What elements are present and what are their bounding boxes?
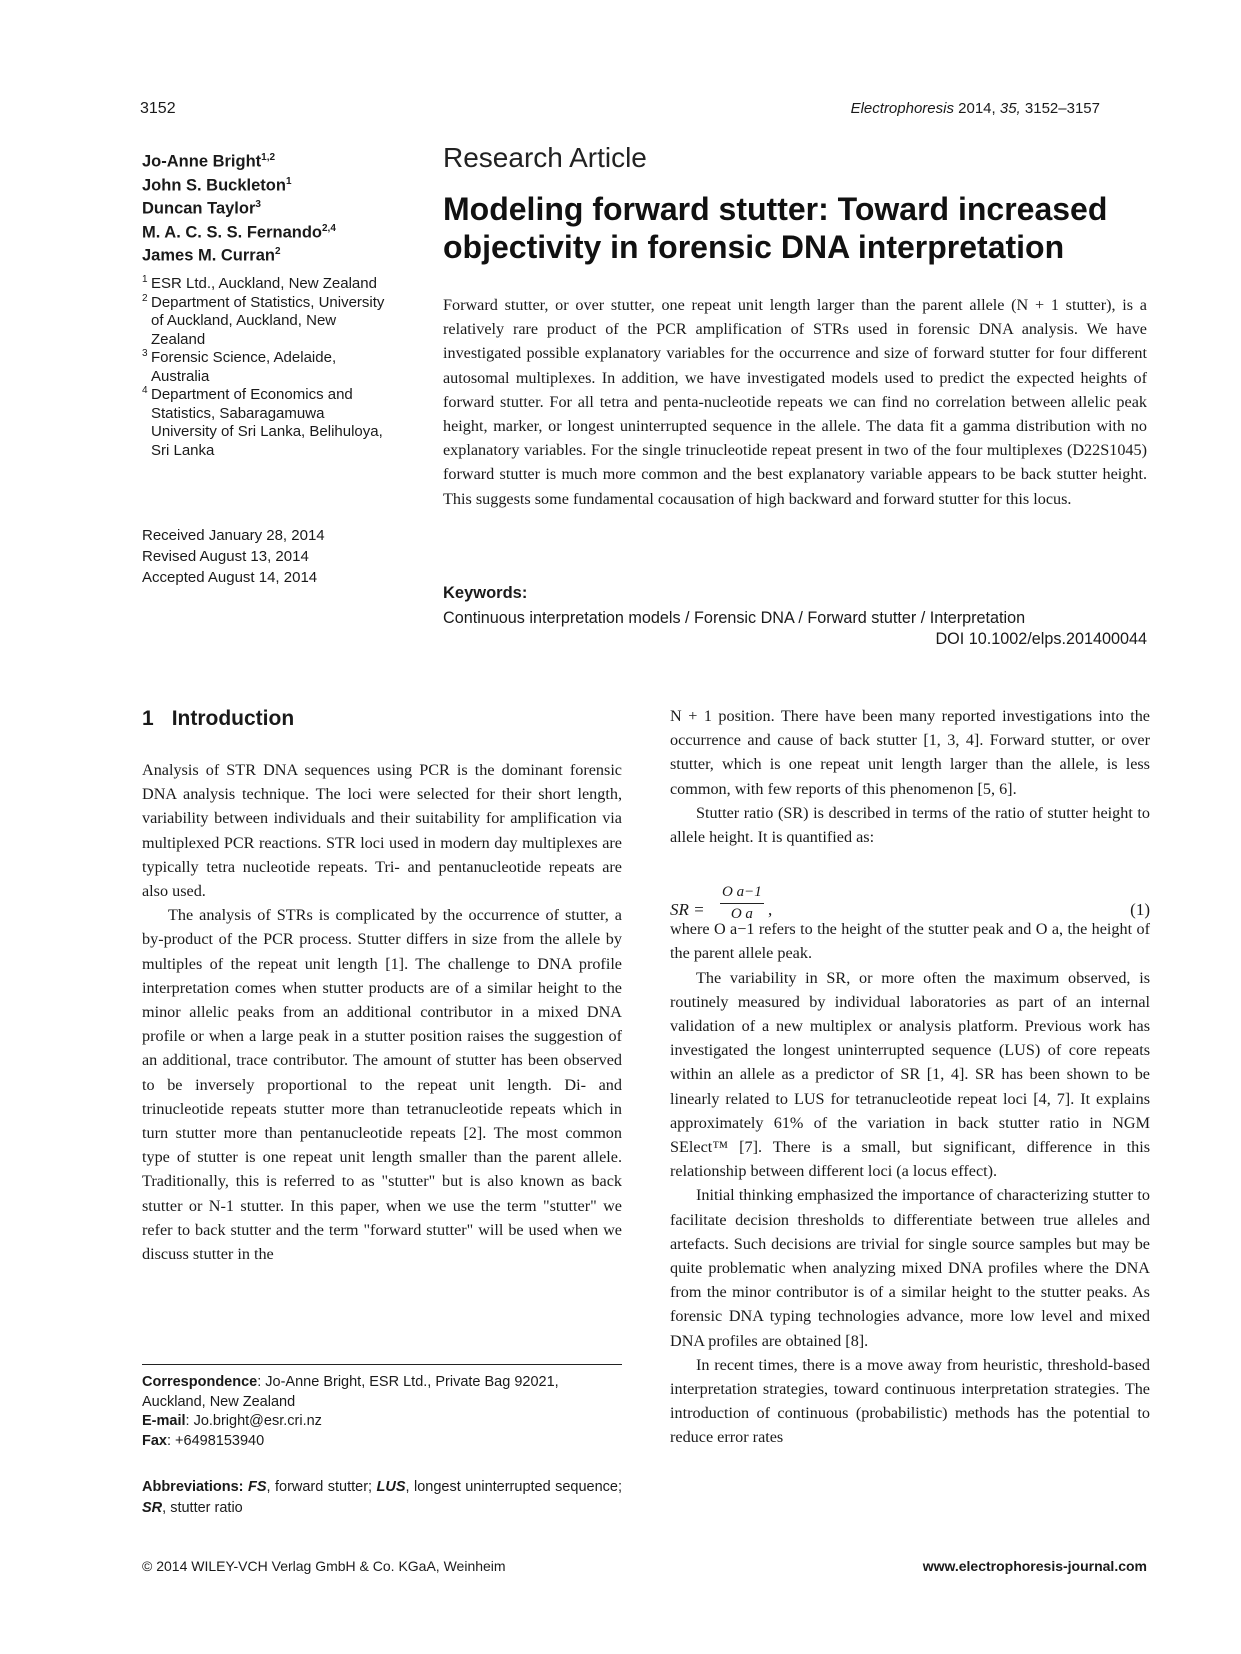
abbreviations <box>142 1477 622 1519</box>
body-column-left <box>142 758 622 1266</box>
paragraph: In recent times, there is a move away from heuristic, threshold-based interpretation strategies, toward continuous interpretation strategies. The introduction of continuous (probabilistic) methods has the potential to reduce error rates <box>670 1355 1150 1447</box>
equation-numerator: O a−1 <box>722 884 762 900</box>
equation-comma: , <box>768 900 773 919</box>
article-title: Modeling forward stutter: Toward increased objectivity in forensic DNA interpretation <box>443 191 1108 265</box>
fax-label: Fax <box>142 1432 167 1449</box>
author-list <box>142 148 336 266</box>
author: John S. Buckleton$^1$ <box>142 175 292 194</box>
keywords-list: Continuous interpretation models / Forensic DNA / Forward stutter / Interpretation <box>443 609 1026 627</box>
abbrev-term: SR <box>142 1500 163 1516</box>
revised-date: Revised August 13, 2014 <box>142 548 309 565</box>
affiliation: 1 ESR Ltd., Auckland, New Zealand <box>142 274 377 292</box>
abbrev-term: LUS <box>376 1479 406 1495</box>
abbrev-definition: , longest uninterrupted sequence; <box>405 1479 623 1495</box>
affiliation-list <box>142 275 392 460</box>
abbrev-definition: , forward stutter; <box>266 1479 373 1495</box>
article-type: Research Article <box>443 142 647 173</box>
equation-denominator: O a <box>730 906 753 922</box>
footnote-rule <box>142 1364 622 1365</box>
email-label: E-mail <box>142 1413 186 1429</box>
paragraph: The analysis of STRs is complicated by the occurrence of stutter, a by-product of the PCR process. Stutter differs in size from the allele by multiples of the repeat unit length [1]. The challenge to DNA profile interpretation comes when stutter products are of a similar height to the minor allelic peaks from an additional contributor in a mixed DNA profile or when a large peak in a stutter position raises the suggestion of an additional, trace contributor. The amount of stutter has been observed to be inversely proportional to the repeat unit length. Di- and trinucleotide repeats stutter more than tetranucleotide repeats which in turn stutter more than pentanucleotide repeats [2]. The most common type of stutter is one repeat unit length smaller than the parent allele. Traditionally, this is referred to as "stutter" but is also known as back stutter or N-1 stutter. In this paper, when we use the term "stutter" we refer to back stutter and the term "forward stutter" will be used when we discuss stutter in the <box>142 906 622 1264</box>
section-title: Introduction <box>171 707 295 730</box>
fraction-bar <box>720 903 764 904</box>
copyright-notice: © 2014 WILEY-VCH Verlag GmbH & Co. KGaA, Weinheim <box>142 1558 506 1574</box>
abstract: Forward stutter, or over stutter, one repeat unit length larger than the parent allele (N + 1 stutter), is a relatively rare product of the PCR amplification of STRs used in forensic DNA analysis. We have investigated possible explanatory variables for the occurrence and size of forward stutter for four different autosomal multiplexes. In addition, we have investigated models used to predict the expected heights of forward stutter. For all tetra and penta-nucleotide repeats we can find no correlation between allelic peak height, marker, or longest uninterrupted sequence in the allele. The data fit a gamma distribution with no explanatory variables. For the single trinucleotide repeat present in two of the four multiplexes (D22S1045) forward stutter is much more common and the best explanatory variable appears to be back stutter height. This suggests some fundamental cocausation of high backward and forward stutter for this locus. <box>443 296 1147 508</box>
affiliation: 4 Department of Economics and Statistics, Sabaragamuwa University of Sri Lanka, Belihuloya, Sri Lanka <box>142 385 383 459</box>
paragraph: Stutter ratio (SR) is described in terms of the ratio of stutter height to allele height. It is quantified as: <box>670 803 1150 847</box>
equation-number: (1) <box>1130 900 1150 919</box>
accepted-date: Accepted August 14, 2014 <box>142 569 318 586</box>
journal-reference <box>851 100 1100 117</box>
email-address[interactable]: : Jo.bright@esr.cri.nz <box>185 1413 322 1429</box>
author: Duncan Taylor$^3$ <box>142 199 261 218</box>
keywords-heading: Keywords: <box>443 584 528 602</box>
paragraph: Analysis of STR DNA sequences using PCR is the dominant forensic DNA analysis technique. The loci were selected for their short length, variability between individuals and their suitability for amplification via multiplexed PCR reactions. STR loci used in modern day multiplexes are typically tetra nucleotide repeats. Tri- and pentanucleotide repeats are also used. <box>142 761 622 901</box>
author: M. A. C. S. S. Fernando$^{2,4}$ <box>142 222 336 241</box>
paragraph: The variability in SR, or more often the maximum observed, is routinely measured by individual laboratories as part of an internal validation of a new multiplex or analysis platform. Previous work has investigated the longest uninterrupted sequence (LUS) of core repeats within an allele as a predictor of SR [1, 4]. SR has been shown to be linearly related to LUS for tetranucleotide repeat loci [4, 7]. It explains approximately 61% of the variation in back stutter ratio in NGM SElect™ [7]. There is a small, but significant, difference in this relationship between different loci (a locus effect). <box>670 968 1150 1181</box>
paragraph: Initial thinking emphasized the importance of characterizing stutter to facilitate decision thresholds to differentiate between true alleles and artefacts. Such decisions are trivial for single source samples but may be quite problematic when analyzing mixed DNA profiles where the DNA from the minor contributor is of a similar height to the stutter peaks. As forensic DNA typing technologies advance, more low level and mixed DNA profiles are obtained [8]. <box>670 1186 1150 1350</box>
section-number: 1 <box>142 707 154 730</box>
journal-website-link[interactable]: www.electrophoresis-journal.com <box>922 1558 1147 1574</box>
journal-pages: 3152–3157 <box>1024 100 1100 117</box>
journal-year: 2014, <box>958 100 996 117</box>
author: Jo-Anne Bright$^{1,2}$ <box>142 152 276 171</box>
correspondence-label: Correspondence <box>142 1374 258 1390</box>
section-heading <box>142 707 312 731</box>
abbreviations-label: Abbreviations: <box>142 1479 244 1495</box>
journal-name: Electrophoresis <box>850 100 954 117</box>
submission-dates <box>142 525 325 588</box>
abbrev-definition: , stutter ratio <box>162 1500 243 1516</box>
affiliation: 2 Department of Statistics, University of Auckland, Auckland, New Zealand <box>142 292 385 348</box>
body-column-right <box>670 704 1150 1450</box>
abbrev-term: FS <box>247 1479 267 1495</box>
received-date: Received January 28, 2014 <box>142 527 325 544</box>
page-number: 3152 <box>140 100 176 117</box>
correspondence-address: : Jo-Anne Bright, ESR Ltd., Private Bag 92021, Auckland, New Zealand <box>142 1374 559 1410</box>
equation <box>670 884 1150 944</box>
doi: DOI 10.1002/elps.201400044 <box>935 630 1147 648</box>
paragraph: N + 1 position. There have been many reported investigations into the occurrence and cause of back stutter [1, 3, 4]. Forward stutter, or over stutter, which is one repeat unit length larger than the allele, is less common, with few reports of this phenomenon [5, 6]. <box>670 707 1150 798</box>
fax-number: : +6498153940 <box>167 1432 265 1449</box>
author: James M. Curran$^2$ <box>142 246 281 265</box>
equation-fraction <box>720 884 764 923</box>
equation-lhs: SR = <box>670 900 705 919</box>
journal-volume: 35, <box>999 100 1021 117</box>
affiliation: 3 Forensic Science, Adelaide, Australia <box>142 348 337 385</box>
correspondence <box>142 1373 622 1451</box>
paragraph: where O a−1 refers to the height of the stutter peak and O a, the height of the parent allele peak. <box>670 920 1150 963</box>
